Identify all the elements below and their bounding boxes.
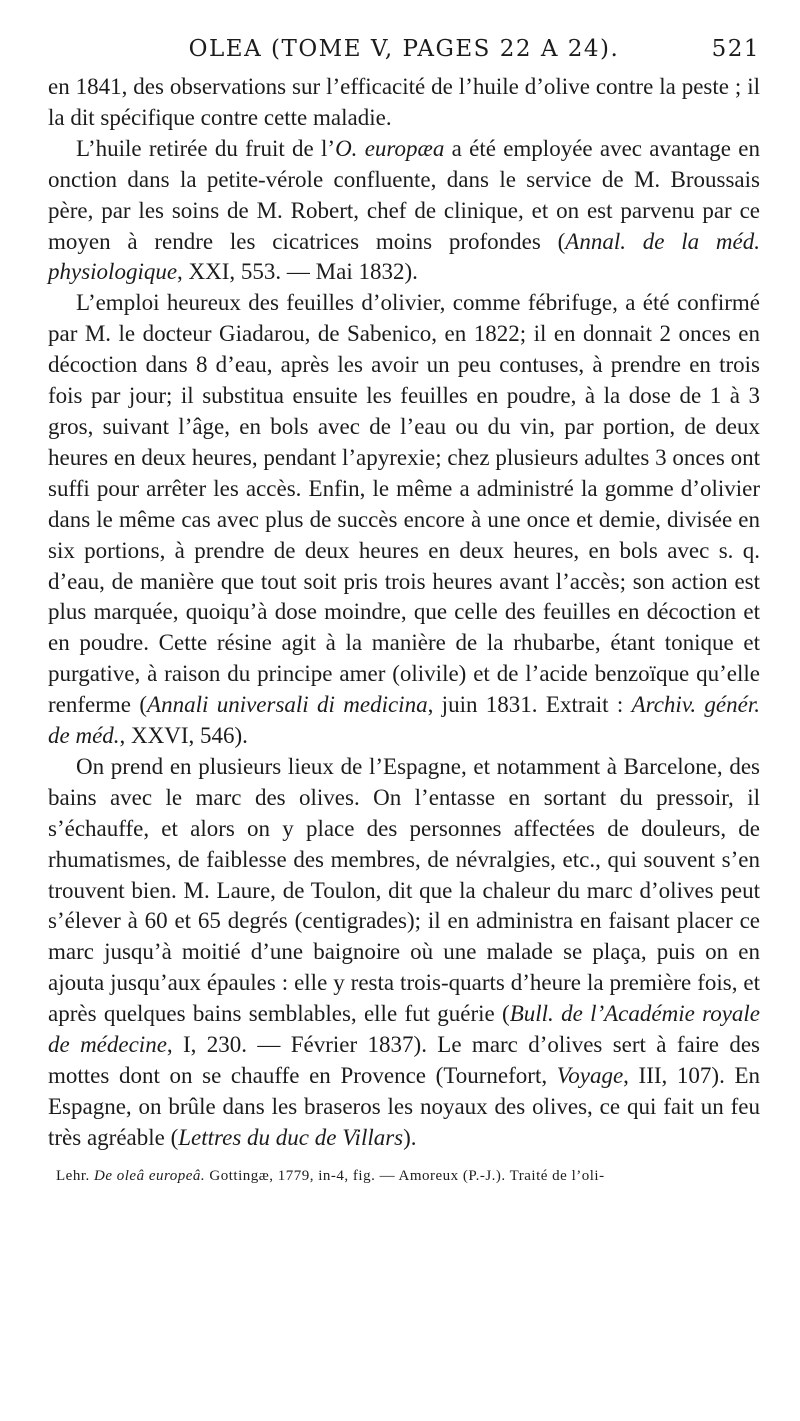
italic-run: Bull. de l’Académie royale de médecine bbox=[48, 1001, 760, 1058]
paragraph bbox=[48, 752, 760, 1154]
italic-run: Lettres du duc de Villars bbox=[178, 1124, 404, 1150]
text-run: en 1841, des observations sur l’efficacité de l’huile d’olive contre la peste ; il la dit spécifique contre cette maladie. bbox=[48, 74, 760, 130]
text-run: L’emploi heureux des feuilles d’olivier, comme fébrifuge, a été confirmé par M. le docteur Giadarou, de Sabenico, en 1822; il en donnait 2 onces en décoction dans 8 d’eau, après les avoir un peu contuses, à prendre en trois fois par jour; il substitua ensuite les feuilles en poudre, à la dose de 1 à 3 gros, suivant l’âge, en bols avec de l’eau ou du vin, par portion, de deux heures en deux heures, pendant l’apyrexie; chez plusieurs adultes 3 onces ont suffi pour arrêter les accès. Enfin, le même a administré la gomme d’olivier dans le même cas avec plus de succès encore à une once et demie, divisée en six portions, à prendre de deux heures en deux heures, en bols avec s. q. d’eau, de manière que tout soit pris trois heures avant l’accès; son action est plus marquée, quoiqu’à dose moindre, que celle des feuilles en décoction et en poudre. Cette résine agit à la manière de la rhubarbe, étant tonique et purgative, à raison du principe amer (olivile) et de l’acide benzoïque qu’elle renferme ( bbox=[48, 290, 760, 718]
italic-run: De oleâ europeâ. bbox=[94, 1167, 206, 1184]
text-run: , XXVI, 546). bbox=[119, 723, 248, 749]
text-run: , juin 1831. Extrait : bbox=[427, 692, 632, 718]
italic-run: Voyage bbox=[556, 1063, 624, 1088]
running-title: OLEA (TOME V, PAGES 22 A 24). bbox=[188, 36, 620, 62]
text-run: Gottingæ, 1779, in-4, fig. — Amoreux (P.-J.). Traité de l’oli- bbox=[205, 1167, 605, 1184]
italic-run: Annali universali di medicina bbox=[147, 692, 428, 718]
paragraph bbox=[48, 72, 760, 134]
text-run: L’huile retirée du fruit de l’ bbox=[76, 135, 336, 161]
text-run: ). bbox=[403, 1124, 417, 1150]
italic-run: O. europæa bbox=[335, 135, 445, 161]
text-run: Lehr. bbox=[56, 1167, 94, 1184]
paragraph bbox=[48, 134, 760, 289]
text-run: a été employée avec avantage en onction dans la petite-vérole confluente, dans le service de M. Broussais père, par les soins de M. Robert, chef de clinique, et on est parvenu par ce moyen à rendre les cicatrices moins profondes ( bbox=[48, 135, 761, 254]
text-run: , XXI, 553. — Mai 1832). bbox=[177, 259, 418, 285]
text-run: On prend en plusieurs lieux de l’Espagne, et notamment à Barcelone, des bains avec le marc des olives. On l’entasse en sortant du pressoir, il s’échauffe, et alors on y place des personnes affectées de douleurs, de rhumatismes, de faiblesse des membres, de névralgies, etc., qui souvent s’en trouvent bien. M. Laure, de Toulon, dit que la chaleur du marc d’olives peut s’élever à 60 et 65 degrés (centigrades); il en administra en faisant placer ce marc jusqu’à moitié d’une baignoire où une malade se plaça, puis on en ajouta jusqu’aux épaules : elle y resta trois-quarts d’heure la première fois, et après quelques bains semblables, elle fut guérie ( bbox=[48, 753, 760, 1027]
footnote bbox=[48, 1168, 760, 1185]
page-number: 521 bbox=[711, 36, 760, 62]
text-run: , III, 107). En Espagne, on brûle dans les braseros les noyaux des olives, ce qui fait un feu très agréable ( bbox=[48, 1063, 761, 1150]
body-text bbox=[48, 72, 760, 1154]
italic-run: Archiv. génér. de méd. bbox=[48, 692, 760, 749]
paragraph bbox=[48, 288, 760, 752]
book-page bbox=[48, 30, 760, 1185]
italic-run: Annal. de la méd. physiologique bbox=[48, 228, 760, 285]
text-run: , I, 230. — Février 1837). Le marc d’olives sert à faire des mottes dont on se chauffe en Provence (Tournefort, bbox=[48, 1032, 760, 1088]
page-header bbox=[48, 30, 760, 72]
